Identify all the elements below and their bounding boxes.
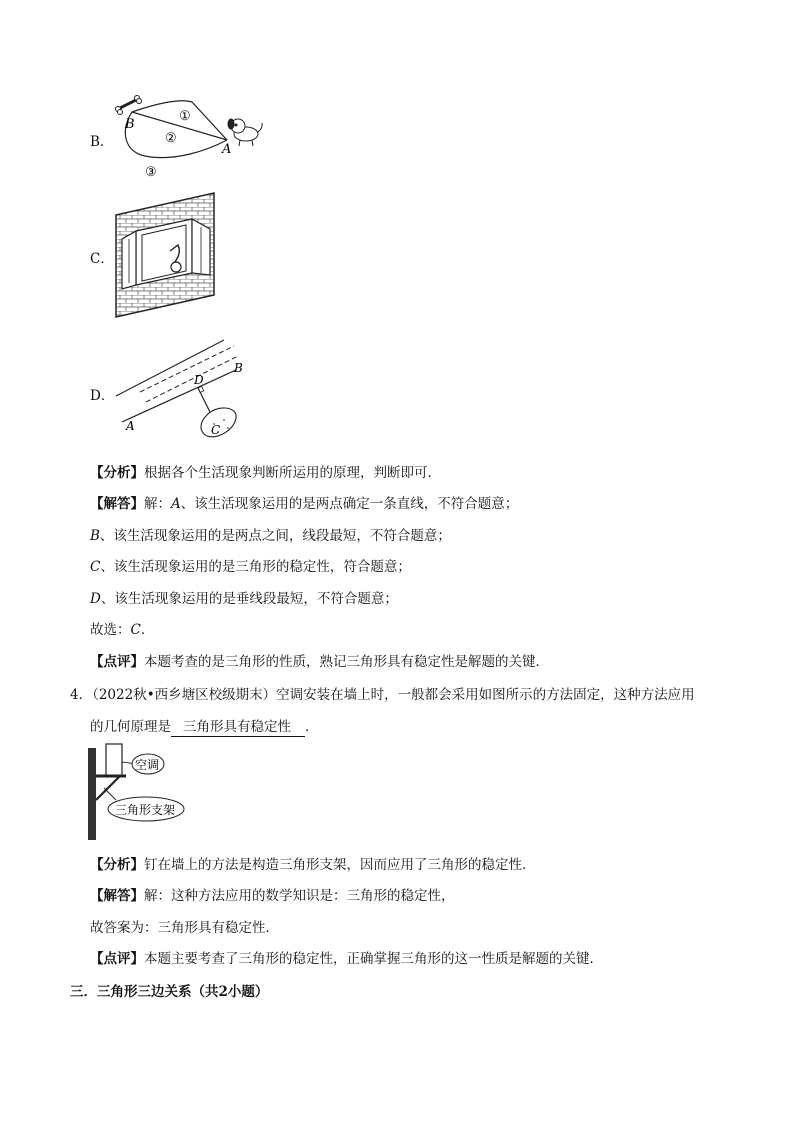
choice-letter: C (130, 622, 141, 638)
q4-answer-line: 故答案为：三角形具有稳定性． (90, 920, 279, 936)
question-source: （2022秋•西乡塘区校级期末） (92, 687, 277, 703)
comment-tag: 【点评】 (90, 654, 144, 670)
solution-intro: 解： (144, 496, 171, 512)
q3-line-d (90, 590, 398, 608)
q3-comment (90, 653, 549, 671)
solution-line-c: 、该生活现象运用的是三角形的稳定性，符合题意； (100, 559, 411, 575)
point-b: B (125, 117, 135, 132)
point-a: A (222, 142, 232, 157)
q3-line-b (90, 527, 451, 545)
comment-text: 本题考查的是三角形的性质，熟记三角形具有稳定性是解题的关键． (144, 654, 549, 670)
path-1-label: ① (179, 109, 191, 124)
letter-b: B (90, 528, 100, 544)
q4-comment (90, 950, 603, 968)
letter-a: A (171, 496, 181, 512)
q3-line-c (90, 558, 411, 576)
option-b-label: B． (90, 134, 114, 150)
bracket-callout: 三角形支架 (115, 803, 176, 817)
analysis-text: 钉在墙上的方法是构造三角形支架，因而应用了三角形的稳定性． (144, 857, 536, 873)
solution-line-b: 、该生活现象运用的是两点之间，线段最短，不符合题意； (99, 528, 451, 544)
choice-suffix: ． (140, 622, 155, 638)
q4-solution (90, 887, 455, 905)
solution-tag: 【解答】 (90, 496, 144, 512)
figure-c-window-brace (114, 191, 216, 318)
point-c: C (211, 423, 221, 437)
letter-c: C (90, 559, 101, 575)
q4-stem-line2 (90, 718, 319, 737)
dog-icon (228, 119, 262, 146)
answer-blank: 三角形具有稳定性 (171, 718, 305, 737)
q4-stem-line1 (70, 686, 695, 704)
q4-analysis (90, 856, 536, 874)
q3-analysis (90, 464, 441, 482)
question-stem: 空调安装在墙上时，一般都会采用如图所示的方法固定，这种方法应用 (276, 687, 695, 703)
option-c-label: C． (90, 251, 114, 267)
section-3-title: 三．三角形三边关系（共2小题） (70, 984, 269, 1000)
figure-b-dog-paths (110, 90, 270, 185)
solution-line-a: 、该生活现象运用的是两点确定一条直线，不符合题意； (180, 496, 519, 512)
solution-line-d: 、该生活现象运用的是垂线段最短，不符合题意； (100, 591, 398, 607)
q3-choice (90, 621, 154, 639)
stem-prefix: 的几何原理是 (90, 719, 171, 735)
question-number: 4． (70, 687, 93, 703)
point-b: B (234, 361, 243, 375)
figure-d-perpendicular (114, 332, 254, 442)
analysis-text: 根据各个生活现象判断所运用的原理，判断即可． (144, 465, 441, 481)
path-2-label: ② (165, 131, 177, 146)
solution-text: 解：这种方法应用的数学知识是：三角形的稳定性， (144, 888, 455, 904)
letter-d: D (90, 591, 101, 607)
analysis-tag: 【分析】 (90, 857, 144, 873)
analysis-tag: 【分析】 (90, 465, 144, 481)
figure-q4-air-conditioner (86, 742, 196, 842)
choice-prefix: 故选： (90, 622, 131, 638)
comment-text: 本题主要考查了三角形的稳定性，正确掌握三角形的这一性质是解题的关键． (144, 951, 603, 967)
stem-suffix: ． (305, 719, 319, 735)
comment-tag: 【点评】 (90, 951, 144, 967)
q3-solution (90, 495, 518, 513)
point-d: D (194, 373, 204, 387)
bone-icon (116, 96, 142, 115)
path-3-label: ③ (145, 165, 157, 180)
point-a: A (126, 419, 135, 433)
ac-callout: 空调 (135, 758, 160, 772)
solution-tag: 【解答】 (90, 888, 144, 904)
option-d-label: D． (90, 388, 115, 404)
